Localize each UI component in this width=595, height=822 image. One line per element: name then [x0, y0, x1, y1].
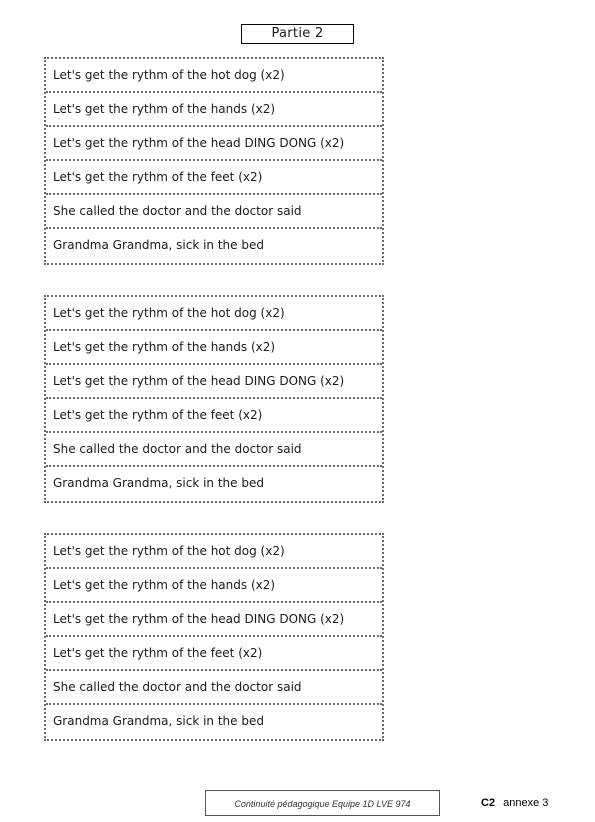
- page-title: Partie 2: [241, 24, 354, 44]
- lyric-line: Grandma Grandma, sick in the bed: [53, 238, 264, 252]
- lyrics-block-1: [44, 57, 384, 265]
- lyric-line: Let's get the rythm of the feet (x2): [46, 161, 382, 195]
- lyric-line: Let's get the rythm of the feet (x2): [46, 399, 382, 433]
- lyric-line: Let's get the rythm of the head DING DONG (x2): [46, 365, 382, 399]
- annex-label: [481, 795, 548, 811]
- lyrics-block-2: [44, 295, 384, 503]
- footer-credit: Continuité pédagogique Equipe 1D LVE 974: [205, 790, 440, 816]
- lyric-line: Let's get the rythm of the head DING DONG (x2): [46, 127, 382, 161]
- level-code: C2: [481, 797, 496, 809]
- lyric-line: Let's get the rythm of the hands (x2): [46, 569, 382, 603]
- lyric-line: Grandma Grandma, sick in the bed: [53, 476, 264, 490]
- lyric-line: Let's get the rythm of the head DING DONG (x2): [46, 603, 382, 637]
- lyrics-block-3: [44, 533, 384, 741]
- lyric-line: Let's get the rythm of the hot dog (x2): [46, 59, 382, 93]
- lyric-line: Let's get the rythm of the hands (x2): [46, 93, 382, 127]
- lyric-line: Grandma Grandma, sick in the bed: [53, 714, 264, 728]
- lyric-line: She called the doctor and the doctor said: [46, 195, 382, 229]
- lyric-line: Let's get the rythm of the feet (x2): [46, 637, 382, 671]
- annex-number: annexe 3: [503, 797, 549, 809]
- lyric-line: Let's get the rythm of the hot dog (x2): [46, 535, 382, 569]
- lyric-line: Let's get the rythm of the hands (x2): [46, 331, 382, 365]
- lyric-line: She called the doctor and the doctor said: [46, 671, 382, 705]
- lyric-line: Let's get the rythm of the hot dog (x2): [46, 297, 382, 331]
- lyric-line: She called the doctor and the doctor said: [46, 433, 382, 467]
